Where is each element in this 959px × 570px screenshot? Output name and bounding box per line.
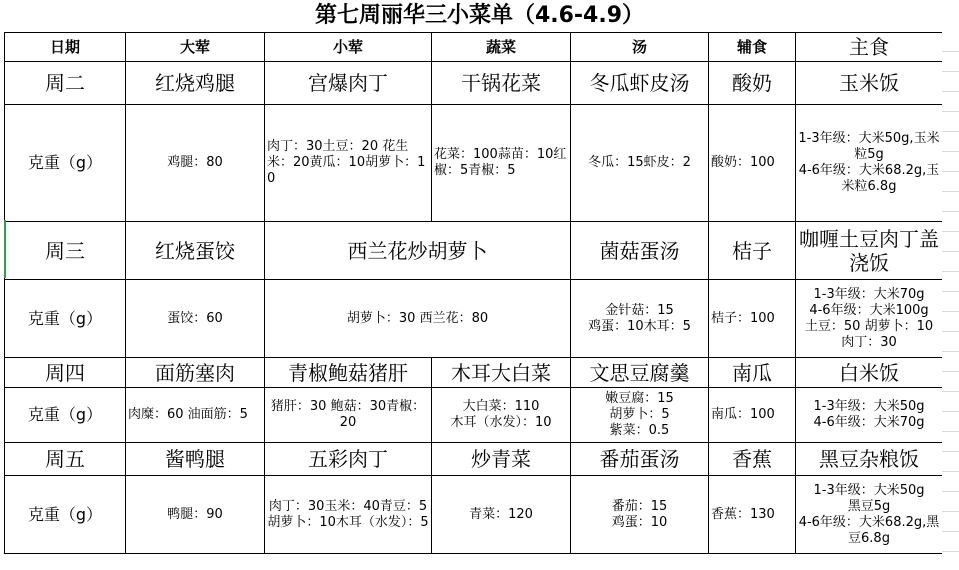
table-row — [5, 280, 943, 358]
table-row — [5, 62, 943, 105]
weight-cell[interactable]: 花菜：100蒜苗：10红椒：5青椒：5 — [432, 105, 571, 222]
dish-cell[interactable]: 番茄蛋汤 — [571, 443, 709, 476]
weight-label-cell[interactable]: 克重（g） — [5, 476, 126, 554]
day-cell[interactable]: 周三 — [5, 222, 126, 280]
header-vegetable[interactable]: 蔬菜 — [432, 33, 571, 62]
dish-cell[interactable]: 菌菇蛋汤 — [571, 222, 709, 280]
header-main-meat[interactable]: 大荤 — [126, 33, 265, 62]
dish-cell[interactable]: 酸奶 — [709, 62, 796, 105]
table-row — [5, 358, 943, 388]
table-row — [5, 105, 943, 222]
weight-cell[interactable]: 1-3年级：大米50g,玉米粒5g 4-6年级：大米68.2g,玉米粒6.8g — [796, 105, 943, 222]
weight-cell[interactable]: 番茄：15 鸡蛋：10 — [571, 476, 709, 554]
dish-cell[interactable]: 玉米饭 — [796, 62, 943, 105]
day-cell[interactable]: 周四 — [5, 358, 126, 388]
dish-cell[interactable]: 香蕉 — [709, 443, 796, 476]
dish-cell[interactable]: 黑豆杂粮饭 — [796, 443, 943, 476]
header-supplement[interactable]: 辅食 — [709, 33, 796, 62]
menu-table — [4, 32, 943, 554]
header-row — [5, 33, 943, 62]
weight-cell[interactable]: 肉丁：30土豆：20 花生米：20黄瓜：10胡萝卜：10 — [265, 105, 432, 222]
weight-cell[interactable]: 1-3年级：大米50g 4-6年级：大米70g — [796, 388, 943, 443]
weight-cell[interactable]: 青菜：120 — [432, 476, 571, 554]
dish-cell[interactable]: 西兰花炒胡萝卜 — [265, 222, 571, 280]
header-soup[interactable]: 汤 — [571, 33, 709, 62]
dish-cell[interactable]: 红烧鸡腿 — [126, 62, 265, 105]
weight-cell[interactable]: 香蕉：130 — [709, 476, 796, 554]
dish-cell[interactable]: 红烧蛋饺 — [126, 222, 265, 280]
header-staple[interactable]: 主食 — [796, 33, 943, 62]
dish-cell[interactable]: 南瓜 — [709, 358, 796, 388]
weight-cell[interactable]: 1-3年级：大米70g 4-6年级：大米100g 土豆：50 胡萝卜：10 肉丁：30 — [796, 280, 943, 358]
weight-cell[interactable]: 肉丁：30玉米：40青豆：5胡萝卜：10木耳（水发）：5 — [265, 476, 432, 554]
table-row — [5, 476, 943, 554]
weight-cell[interactable]: 1-3年级：大米50g 黑豆5g 4-6年级：大米68.2g,黑豆6.8g — [796, 476, 943, 554]
weight-cell[interactable]: 冬瓜：15虾皮：2 — [571, 105, 709, 222]
weight-label-cell[interactable]: 克重（g） — [5, 105, 126, 222]
day-cell[interactable]: 周五 — [5, 443, 126, 476]
table-row — [5, 222, 943, 280]
weight-cell[interactable]: 肉糜：60 油面筋：5 — [126, 388, 265, 443]
dish-cell[interactable]: 五彩肉丁 — [265, 443, 432, 476]
table-row — [5, 388, 943, 443]
header-date[interactable]: 日期 — [5, 33, 126, 62]
header-side-meat[interactable]: 小荤 — [265, 33, 432, 62]
weight-cell[interactable]: 金针菇：15 鸡蛋：10木耳：5 — [571, 280, 709, 358]
table-row — [5, 443, 943, 476]
weight-cell[interactable]: 桔子：100 — [709, 280, 796, 358]
weight-cell[interactable]: 大白菜：110 木耳（水发）：10 — [432, 388, 571, 443]
dish-cell[interactable]: 冬瓜虾皮汤 — [571, 62, 709, 105]
dish-cell[interactable]: 面筋塞肉 — [126, 358, 265, 388]
dish-cell[interactable]: 文思豆腐羹 — [571, 358, 709, 388]
dish-cell[interactable]: 木耳大白菜 — [432, 358, 571, 388]
dish-cell[interactable]: 青椒鲍菇猪肝 — [265, 358, 432, 388]
weight-label-cell[interactable]: 克重（g） — [5, 280, 126, 358]
dish-cell[interactable]: 干锅花菜 — [432, 62, 571, 105]
weight-cell[interactable]: 猪肝：30 鲍菇：30青椒：20 — [265, 388, 432, 443]
dish-cell[interactable]: 酱鸭腿 — [126, 443, 265, 476]
weight-cell[interactable]: 鸭腿：90 — [126, 476, 265, 554]
weight-label-cell[interactable]: 克重（g） — [5, 388, 126, 443]
weight-cell[interactable]: 蛋饺：60 — [126, 280, 265, 358]
weight-cell[interactable]: 南瓜：100 — [709, 388, 796, 443]
weight-cell[interactable]: 鸡腿：80 — [126, 105, 265, 222]
weight-cell[interactable]: 胡萝卜：30 西兰花：80 — [265, 280, 571, 358]
dish-cell[interactable]: 咖喱土豆肉丁盖浇饭 — [796, 222, 943, 280]
dish-cell[interactable]: 桔子 — [709, 222, 796, 280]
day-cell[interactable]: 周二 — [5, 62, 126, 105]
weight-cell[interactable]: 酸奶：100 — [709, 105, 796, 222]
weight-cell[interactable]: 嫩豆腐：15 胡萝卜：5 紫菜：0.5 — [571, 388, 709, 443]
dish-cell[interactable]: 炒青菜 — [432, 443, 571, 476]
empty-grid-column — [942, 32, 959, 570]
dish-cell[interactable]: 宫爆肉丁 — [265, 62, 432, 105]
menu-title: 第七周丽华三小菜单（4.6-4.9） — [314, 3, 645, 28]
selected-row-marker — [4, 220, 6, 278]
dish-cell[interactable]: 白米饭 — [796, 358, 943, 388]
